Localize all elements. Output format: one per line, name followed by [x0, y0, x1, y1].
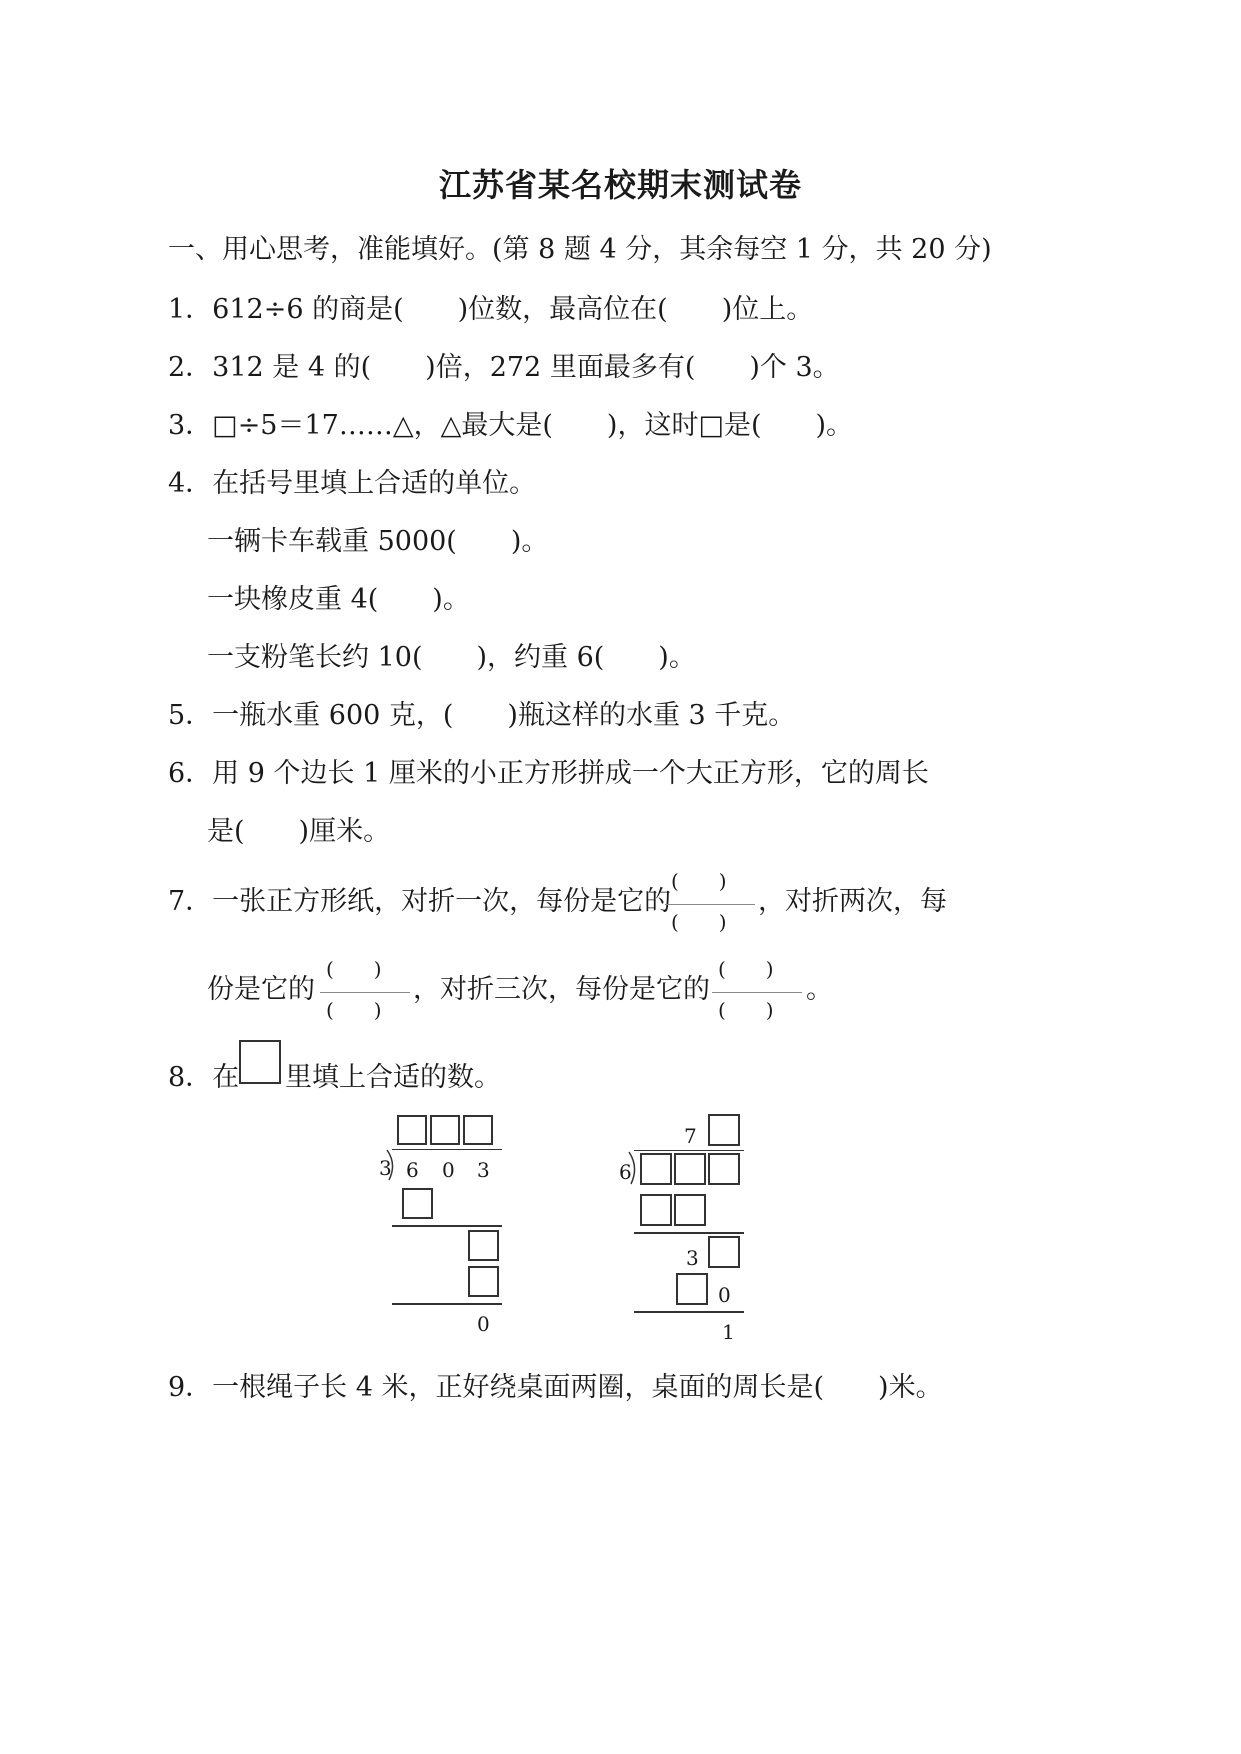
quotient-box[interactable]	[708, 1114, 740, 1146]
question-3: 3．□÷5＝17……△，△最大是( )，这时□是( )。	[168, 410, 854, 441]
remainder: 0	[477, 1312, 490, 1336]
question-6-line-2: 是( )厘米。	[207, 816, 391, 847]
fraction-numerator: ( )	[671, 869, 727, 893]
dividend-digit: 0	[442, 1158, 455, 1182]
step-box[interactable]	[674, 1194, 706, 1226]
section-heading: 一、用心思考，准能填好。(第 8 题 4 分，其余每空 1 分，共 20 分)	[168, 234, 992, 265]
page-title: 江苏省某名校期末测试卷	[438, 166, 802, 204]
question-4: 4．在括号里填上合适的单位。	[168, 468, 537, 499]
dividend-box[interactable]	[708, 1153, 740, 1185]
question-7-line-2-text: 份是它的	[207, 974, 315, 1005]
step-box[interactable]	[708, 1236, 740, 1268]
dividend-digit: 6	[406, 1158, 419, 1182]
fraction-numerator: ( )	[326, 957, 382, 981]
fraction-blank-1	[665, 868, 755, 942]
question-4-item-b: 一块橡皮重 4( )。	[207, 584, 470, 615]
fraction-denominator: ( )	[326, 998, 382, 1022]
question-9: 9．一根绳子长 4 米，正好绕桌面两圈，桌面的周长是( )米。	[168, 1372, 943, 1403]
question-8-text-end: 里填上合适的数。	[285, 1062, 501, 1093]
answer-box-icon	[239, 1040, 281, 1084]
step-box[interactable]	[402, 1188, 433, 1219]
question-4-item-c: 一支粉笔长约 10( )，约重 6( )。	[207, 642, 696, 673]
remainder: 1	[722, 1320, 735, 1344]
question-2: 2．312 是 4 的( )倍，272 里面最多有( )个 3。	[168, 352, 840, 383]
question-5: 5．一瓶水重 600 克，( )瓶这样的水重 3 千克。	[168, 700, 796, 731]
question-7-line-1-text: 7．一张正方形纸，对折一次，每份是它的	[168, 886, 672, 917]
fraction-denominator: ( )	[671, 910, 727, 934]
question-8-text: 8．在	[168, 1062, 240, 1093]
step-box[interactable]	[468, 1266, 499, 1297]
divisor: 6	[619, 1160, 632, 1184]
question-4-item-a: 一辆卡车载重 5000( )。	[207, 526, 549, 557]
quotient-box[interactable]	[430, 1115, 460, 1145]
quotient-box[interactable]	[397, 1115, 427, 1145]
question-7-line-2-end: 。	[806, 974, 833, 1005]
dividend-digit: 3	[477, 1158, 490, 1182]
question-1: 1．612÷6 的商是( )位数，最高位在( )位上。	[168, 294, 814, 325]
fraction-blank-3	[712, 956, 802, 1030]
quotient-digit: 7	[684, 1124, 697, 1148]
dividend-box[interactable]	[674, 1153, 706, 1185]
dividend-box[interactable]	[640, 1153, 672, 1185]
fraction-numerator: ( )	[718, 957, 774, 981]
divisor: 3	[379, 1156, 392, 1180]
step-digit: 0	[718, 1283, 731, 1307]
step-digit: 3	[686, 1246, 699, 1270]
step-box[interactable]	[676, 1273, 708, 1305]
question-7-line-1-end: ，对折两次，每	[758, 886, 947, 917]
step-box[interactable]	[640, 1194, 672, 1226]
question-7-line-2-mid: ，对折三次，每份是它的	[413, 974, 710, 1005]
quotient-box[interactable]	[463, 1115, 493, 1145]
step-box[interactable]	[468, 1230, 499, 1261]
question-6-line-1: 6．用 9 个边长 1 厘米的小正方形拼成一个大正方形，它的周长	[168, 758, 929, 789]
fraction-denominator: ( )	[718, 998, 774, 1022]
fraction-blank-2	[320, 956, 410, 1030]
